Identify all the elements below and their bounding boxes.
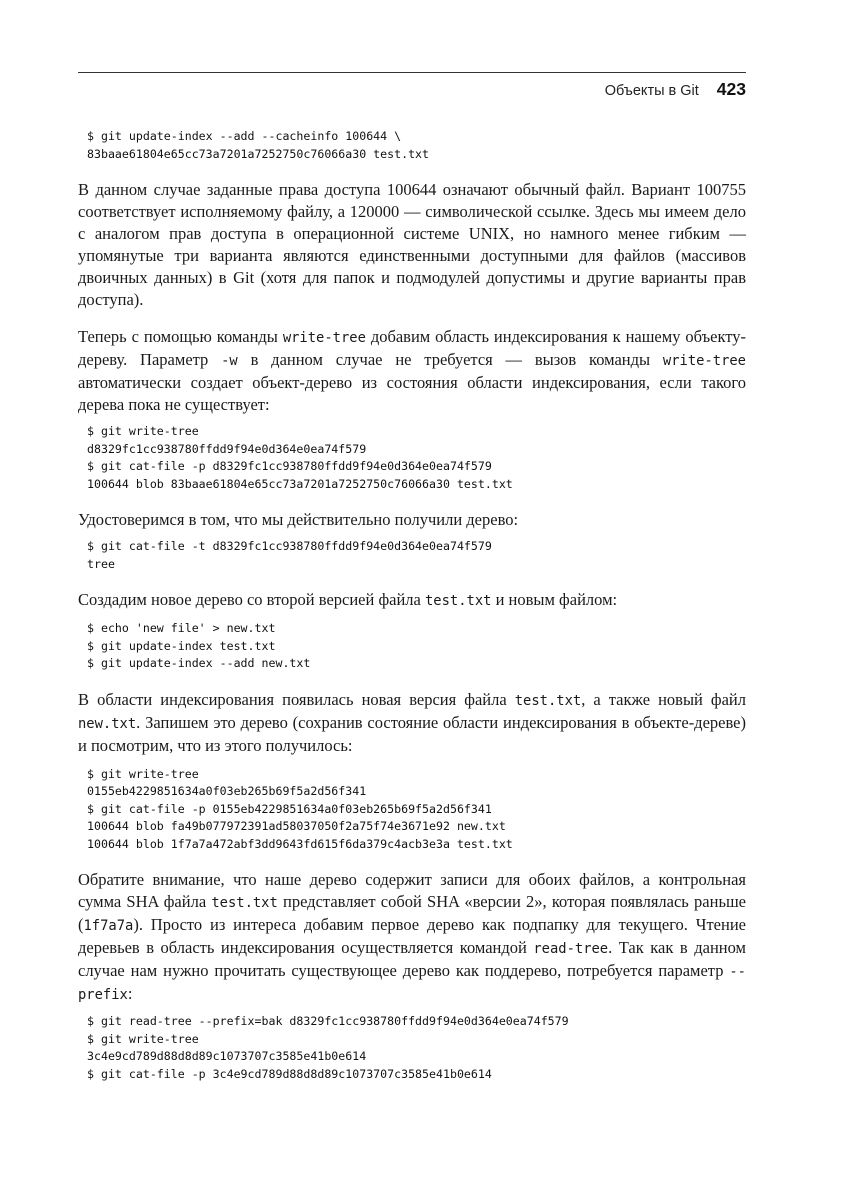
code-block-update-index-cacheinfo: $ git update-index --add --cacheinfo 100644 \ 83baae61804e65cc73a7201a7252750c76066a30 test.txt bbox=[87, 129, 430, 161]
header-rule bbox=[78, 72, 746, 73]
inline-code: test.txt bbox=[425, 593, 492, 609]
page-number: 423 bbox=[716, 79, 746, 99]
inline-code: write-tree bbox=[662, 353, 746, 369]
inline-code: -w bbox=[221, 353, 238, 369]
inline-code: --prefix bbox=[78, 964, 746, 1003]
paragraph-new-tree: Создадим новое дерево со второй версией файла test.txt и новым файлом: bbox=[78, 590, 618, 609]
book-page bbox=[78, 0, 746, 1200]
paragraph-read-tree: Обратите внимание, что наше дерево содержит записи для обоих файлов, а контрольная сумма SHA файла test.txt представляет собой SHA «версии 2», которая появлялась раньше (1f7a7a). Просто из интереса добавим первое дерево как подпапку для текущего. Чтение деревьев в область индексирования осуществляется командой read-tree. Так как в данном случае нам нужно прочитать существующее дерево как поддерево, потребуется параметр --prefix: bbox=[78, 870, 746, 1003]
inline-code: test.txt bbox=[514, 692, 582, 709]
chapter-title: Объекты в Git bbox=[604, 83, 699, 99]
paragraph-index-new-version: В области индексирования появилась новая версия файла test.txt, а также новый файл new.txt. Запишем это дерево (сохранив состояние области индексирования в объекте-дереве) и посмотрим, что из этого получилось: bbox=[78, 689, 746, 755]
code-block-second-tree: $ git write-tree 0155eb4229851634a0f03eb265b69f5a2d56f341 $ git cat-file -p 0155eb4229851634a0f03eb265b69f5a2d56f341 100644 blob fa49b077972391ad58037050f2a75f74e3671e92 new.txt 100644 blob 1f7a7a472abf3dd9643fd615f6da379c4acb3e3a test.txt bbox=[87, 766, 513, 851]
code-block-cat-file-type: $ git cat-file -t d8329fc1cc938780ffdd9f94e0d364e0ea74f579 tree bbox=[87, 539, 492, 571]
inline-code: 1f7a7a bbox=[83, 918, 134, 934]
inline-code: test.txt bbox=[211, 895, 278, 911]
code-block-new-file: $ echo 'new file' > new.txt $ git update-index test.txt $ git update-index --add new.txt bbox=[87, 621, 311, 670]
inline-code: new.txt bbox=[78, 715, 137, 732]
page-content bbox=[78, 128, 746, 1083]
running-header bbox=[605, 79, 746, 101]
inline-code: write-tree bbox=[282, 330, 366, 346]
inline-code: read-tree bbox=[533, 941, 609, 957]
code-block-read-tree: $ git read-tree --prefix=bak d8329fc1cc938780ffdd9f94e0d364e0ea74f579 $ git write-tree 3c4e9cd789d88d8d89c1073707c3585e41b0e614 $ git cat-file -p 3c4e9cd789d88d8d89c1073707c3585e41b0e614 bbox=[87, 1014, 569, 1081]
paragraph-permissions: В данном случае заданные права доступа 100644 означают обычный файл. Вариант 100755 соответствует исполняемому файлу, а 120000 — символической ссылке. Здесь мы имеем дело с аналогом прав доступа в операционной системе UNIX, но намного менее гибким — упомянутые три варианта являются единственными доступными для файлов (массивов двоичных данных) в Git (хотя для папок и подмодулей допустимы и другие варианты прав доступа). bbox=[78, 180, 746, 309]
code-block-write-tree: $ git write-tree d8329fc1cc938780ffdd9f94e0d364e0ea74f579 $ git cat-file -p d8329fc1cc938780ffdd9f94e0d364e0ea74f579 100644 blob 83baae61804e65cc73a7201a7252750c76066a30 test.txt bbox=[87, 424, 513, 491]
paragraph-write-tree: Теперь с помощью команды write-tree добавим область индексирования к нашему объекту-дереву. Параметр -w в данном случае не требуется — вызов команды write-tree автоматически создает объект-дерево из состояния области индексирования, если такого дерева пока не существует: bbox=[78, 327, 746, 414]
paragraph-verify-tree: Удостоверимся в том, что мы действительно получили дерево: bbox=[78, 510, 519, 529]
